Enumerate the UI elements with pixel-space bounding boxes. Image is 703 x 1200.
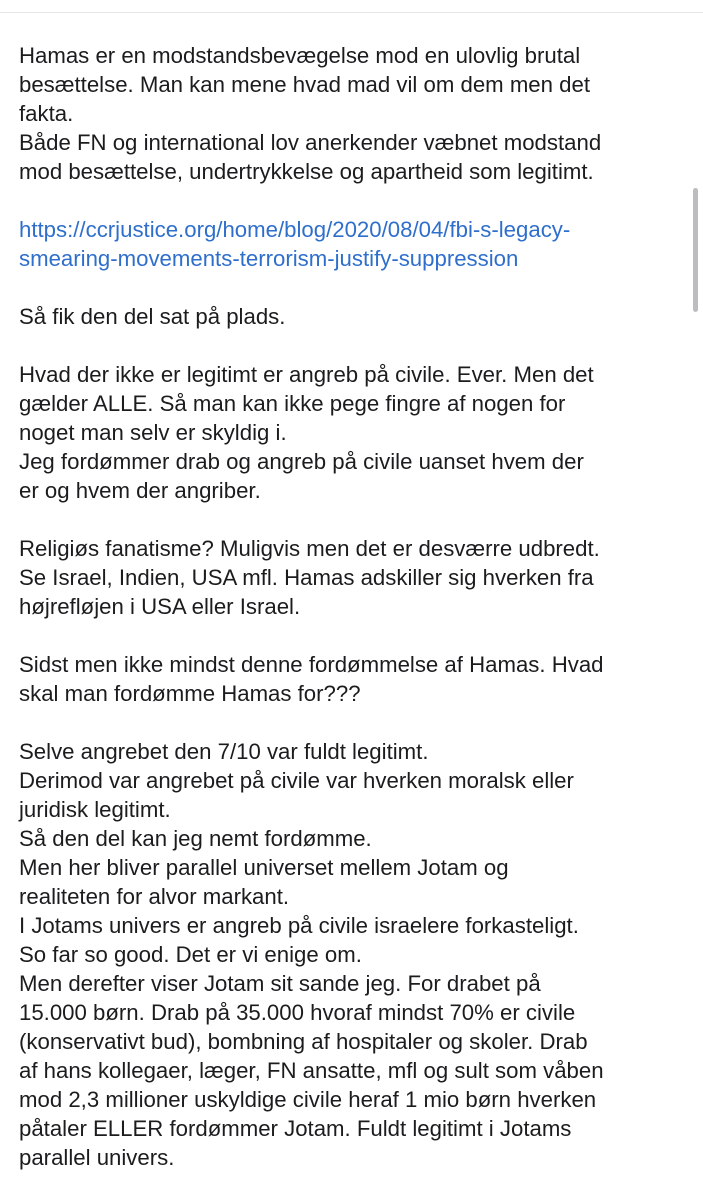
text-line: påtaler ELLER fordømmer Jotam. Fuldt legitimt i Jotams — [19, 1116, 572, 1141]
text-line: Derimod var angrebet på civile var hverken moralsk eller — [19, 768, 574, 793]
paragraph-gap — [19, 186, 687, 215]
text-line: Så den del kan jeg nemt fordømme. — [19, 826, 372, 851]
paragraph-gap — [19, 708, 687, 737]
text-line: 15.000 børn. Drab på 35.000 hvoraf mindst 70% er civile — [19, 1000, 576, 1025]
link-line[interactable]: smearing-movements-terrorism-justify-suppression — [19, 246, 519, 271]
paragraph-fanaticism — [19, 534, 687, 621]
text-line: af hans kollegaer, læger, FN ansatte, mfl og sult som våben — [19, 1058, 604, 1083]
text-line: So far so good. Det er vi enige om. — [19, 942, 362, 967]
text-line: Både FN og international lov anerkender væbnet modstand — [19, 130, 602, 155]
scrollbar-thumb[interactable] — [693, 188, 698, 312]
link-line[interactable]: https://ccrjustice.org/home/blog/2020/08/04/fbi-s-legacy- — [19, 217, 571, 242]
text-line: højrefløjen i USA eller Israel. — [19, 594, 301, 619]
top-divider — [0, 12, 703, 13]
text-line: Jeg fordømmer drab og angreb på civile uanset hvem der — [19, 449, 584, 474]
paragraph-attack — [19, 737, 687, 1172]
text-line: Hamas er en modstandsbevægelse mod en ulovlig brutal — [19, 43, 581, 68]
text-line: realiteten for alvor markant. — [19, 884, 290, 909]
text-line: (konservativt bud), bombning af hospitaler og skoler. Drab — [19, 1029, 588, 1054]
text-line: I Jotams univers er angreb på civile israelere forkasteligt. — [19, 913, 579, 938]
text-line: parallel univers. — [19, 1145, 175, 1170]
text-line: Men her bliver parallel universet mellem Jotam og — [19, 855, 509, 880]
paragraph-civilians — [19, 360, 687, 505]
text-line: er og hvem der angriber. — [19, 478, 261, 503]
text-line: Så fik den del sat på plads. — [19, 304, 286, 329]
text-line: mod 2,3 millioner uskyldige civile heraf 1 mio børn hverken — [19, 1087, 597, 1112]
text-line: mod besættelse, undertrykkelse og apartheid som legitimt. — [19, 159, 594, 184]
text-line: noget man selv er skyldig i. — [19, 420, 287, 445]
post-body — [19, 41, 687, 1172]
text-line: gælder ALLE. Så man kan ikke pege fingre af nogen for — [19, 391, 566, 416]
text-line: Sidst men ikke mindst denne fordømmelse af Hamas. Hvad — [19, 652, 604, 677]
paragraph-resistance — [19, 41, 687, 186]
text-line: Religiøs fanatisme? Muligvis men det er desværre udbredt. — [19, 536, 600, 561]
paragraph-gap — [19, 273, 687, 302]
paragraph-settled — [19, 302, 687, 331]
paragraph-condemnation — [19, 650, 687, 708]
text-line: Hvad der ikke er legitimt er angreb på civile. Ever. Men det — [19, 362, 594, 387]
paragraph-gap — [19, 505, 687, 534]
paragraph-gap — [19, 621, 687, 650]
paragraph-gap — [19, 331, 687, 360]
external-link[interactable] — [19, 215, 687, 273]
text-line: fakta. — [19, 101, 74, 126]
text-line: Men derefter viser Jotam sit sande jeg. For drabet på — [19, 971, 541, 996]
text-line: skal man fordømme Hamas for??? — [19, 681, 361, 706]
text-line: Selve angrebet den 7/10 var fuldt legitimt. — [19, 739, 429, 764]
text-line: Se Israel, Indien, USA mfl. Hamas adskiller sig hverken fra — [19, 565, 594, 590]
text-line: besættelse. Man kan mene hvad mad vil om dem men det — [19, 72, 590, 97]
text-line: juridisk legitimt. — [19, 797, 171, 822]
